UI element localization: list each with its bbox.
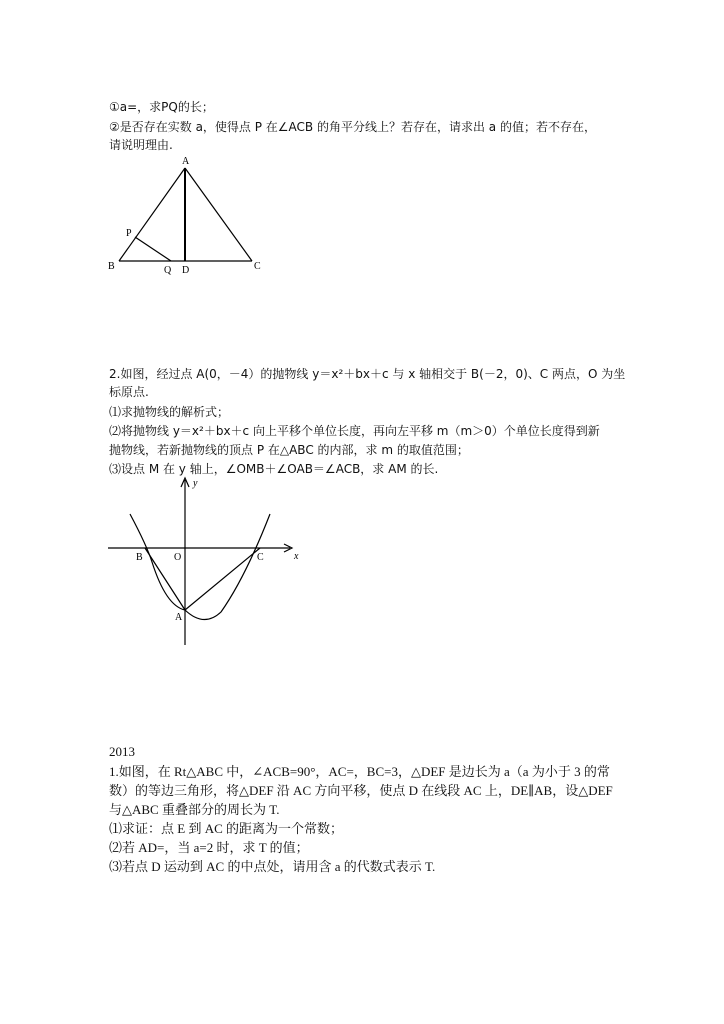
s2-line-6: ⑶设点 M 在 y 轴上，∠OMB＋∠OAB＝∠ACB，求 AM 的长. <box>109 462 439 476</box>
parabola-figure <box>100 470 310 655</box>
side-ac <box>185 168 252 261</box>
s3-year: 2013 <box>109 744 135 759</box>
s3-line-1: 1.如图，在 Rt△ABC 中，∠ACB=90°，AC=，BC=3，△DEF 是边长为 a（a 为小于 3 的常 <box>109 764 610 779</box>
s3-line-3: 与△ABC 重叠部分的周长为 T. <box>109 802 280 817</box>
s1-line-2: ②是否存在实数 a，使得点 P 在∠ACB 的角平分线上？若存在，请求出 a 的值；若不存在， <box>109 120 596 134</box>
triangle-figure <box>100 150 280 280</box>
s1-line-1: ①a=，求PQ的长； <box>109 100 214 114</box>
s1-line-3: 请说明理由. <box>109 138 173 152</box>
s2-line-3: ⑴求抛物线的解析式； <box>109 405 230 419</box>
s2-line-5: 抛物线，若新抛物线的顶点 P 在△ABC 的内部，求 m 的取值范围； <box>109 443 469 457</box>
label-d: D <box>182 265 190 276</box>
s3-line-4: ⑴求证：点 E 到 AC 的距离为一个常数； <box>109 821 344 836</box>
label-a: A <box>182 156 190 167</box>
label-c: C <box>257 552 264 563</box>
label-b: B <box>108 261 115 272</box>
label-c: C <box>254 261 261 272</box>
label-q: Q <box>164 265 172 276</box>
label-o: O <box>174 552 182 563</box>
segment-pq <box>135 237 171 261</box>
label-a: A <box>175 612 183 623</box>
label-x: x <box>294 551 299 562</box>
s2-line-2: 标原点. <box>109 385 149 399</box>
s2-line-4: ⑵将抛物线 y＝x²＋bx＋c 向上平移个单位长度，再向左平移 m（m＞0）个单位长度得到新 <box>109 424 600 438</box>
s3-line-6: ⑶若点 D 运动到 AC 的中点处，请用含 a 的代数式表示 T. <box>109 859 436 874</box>
s3-line-5: ⑵若 AD=，当 a=2 时，求 T 的值； <box>109 840 309 855</box>
parabola-curve <box>130 514 270 620</box>
label-b: B <box>136 552 143 563</box>
label-y: y <box>193 478 198 489</box>
segment-ac <box>185 548 260 610</box>
label-p: P <box>126 228 132 239</box>
s2-line-1: 2.如图，经过点 A(0，－4）的抛物线 y＝x²＋bx＋c 与 x 轴相交于 B(－2，0)、C 两点，O 为坐 <box>109 367 626 381</box>
s3-line-2: 数）的等边三角形，将△DEF 沿 AC 方向平移，使点 D 在线段 AC 上，DE∥AB，设△DEF <box>109 783 613 798</box>
side-ab <box>119 168 185 261</box>
